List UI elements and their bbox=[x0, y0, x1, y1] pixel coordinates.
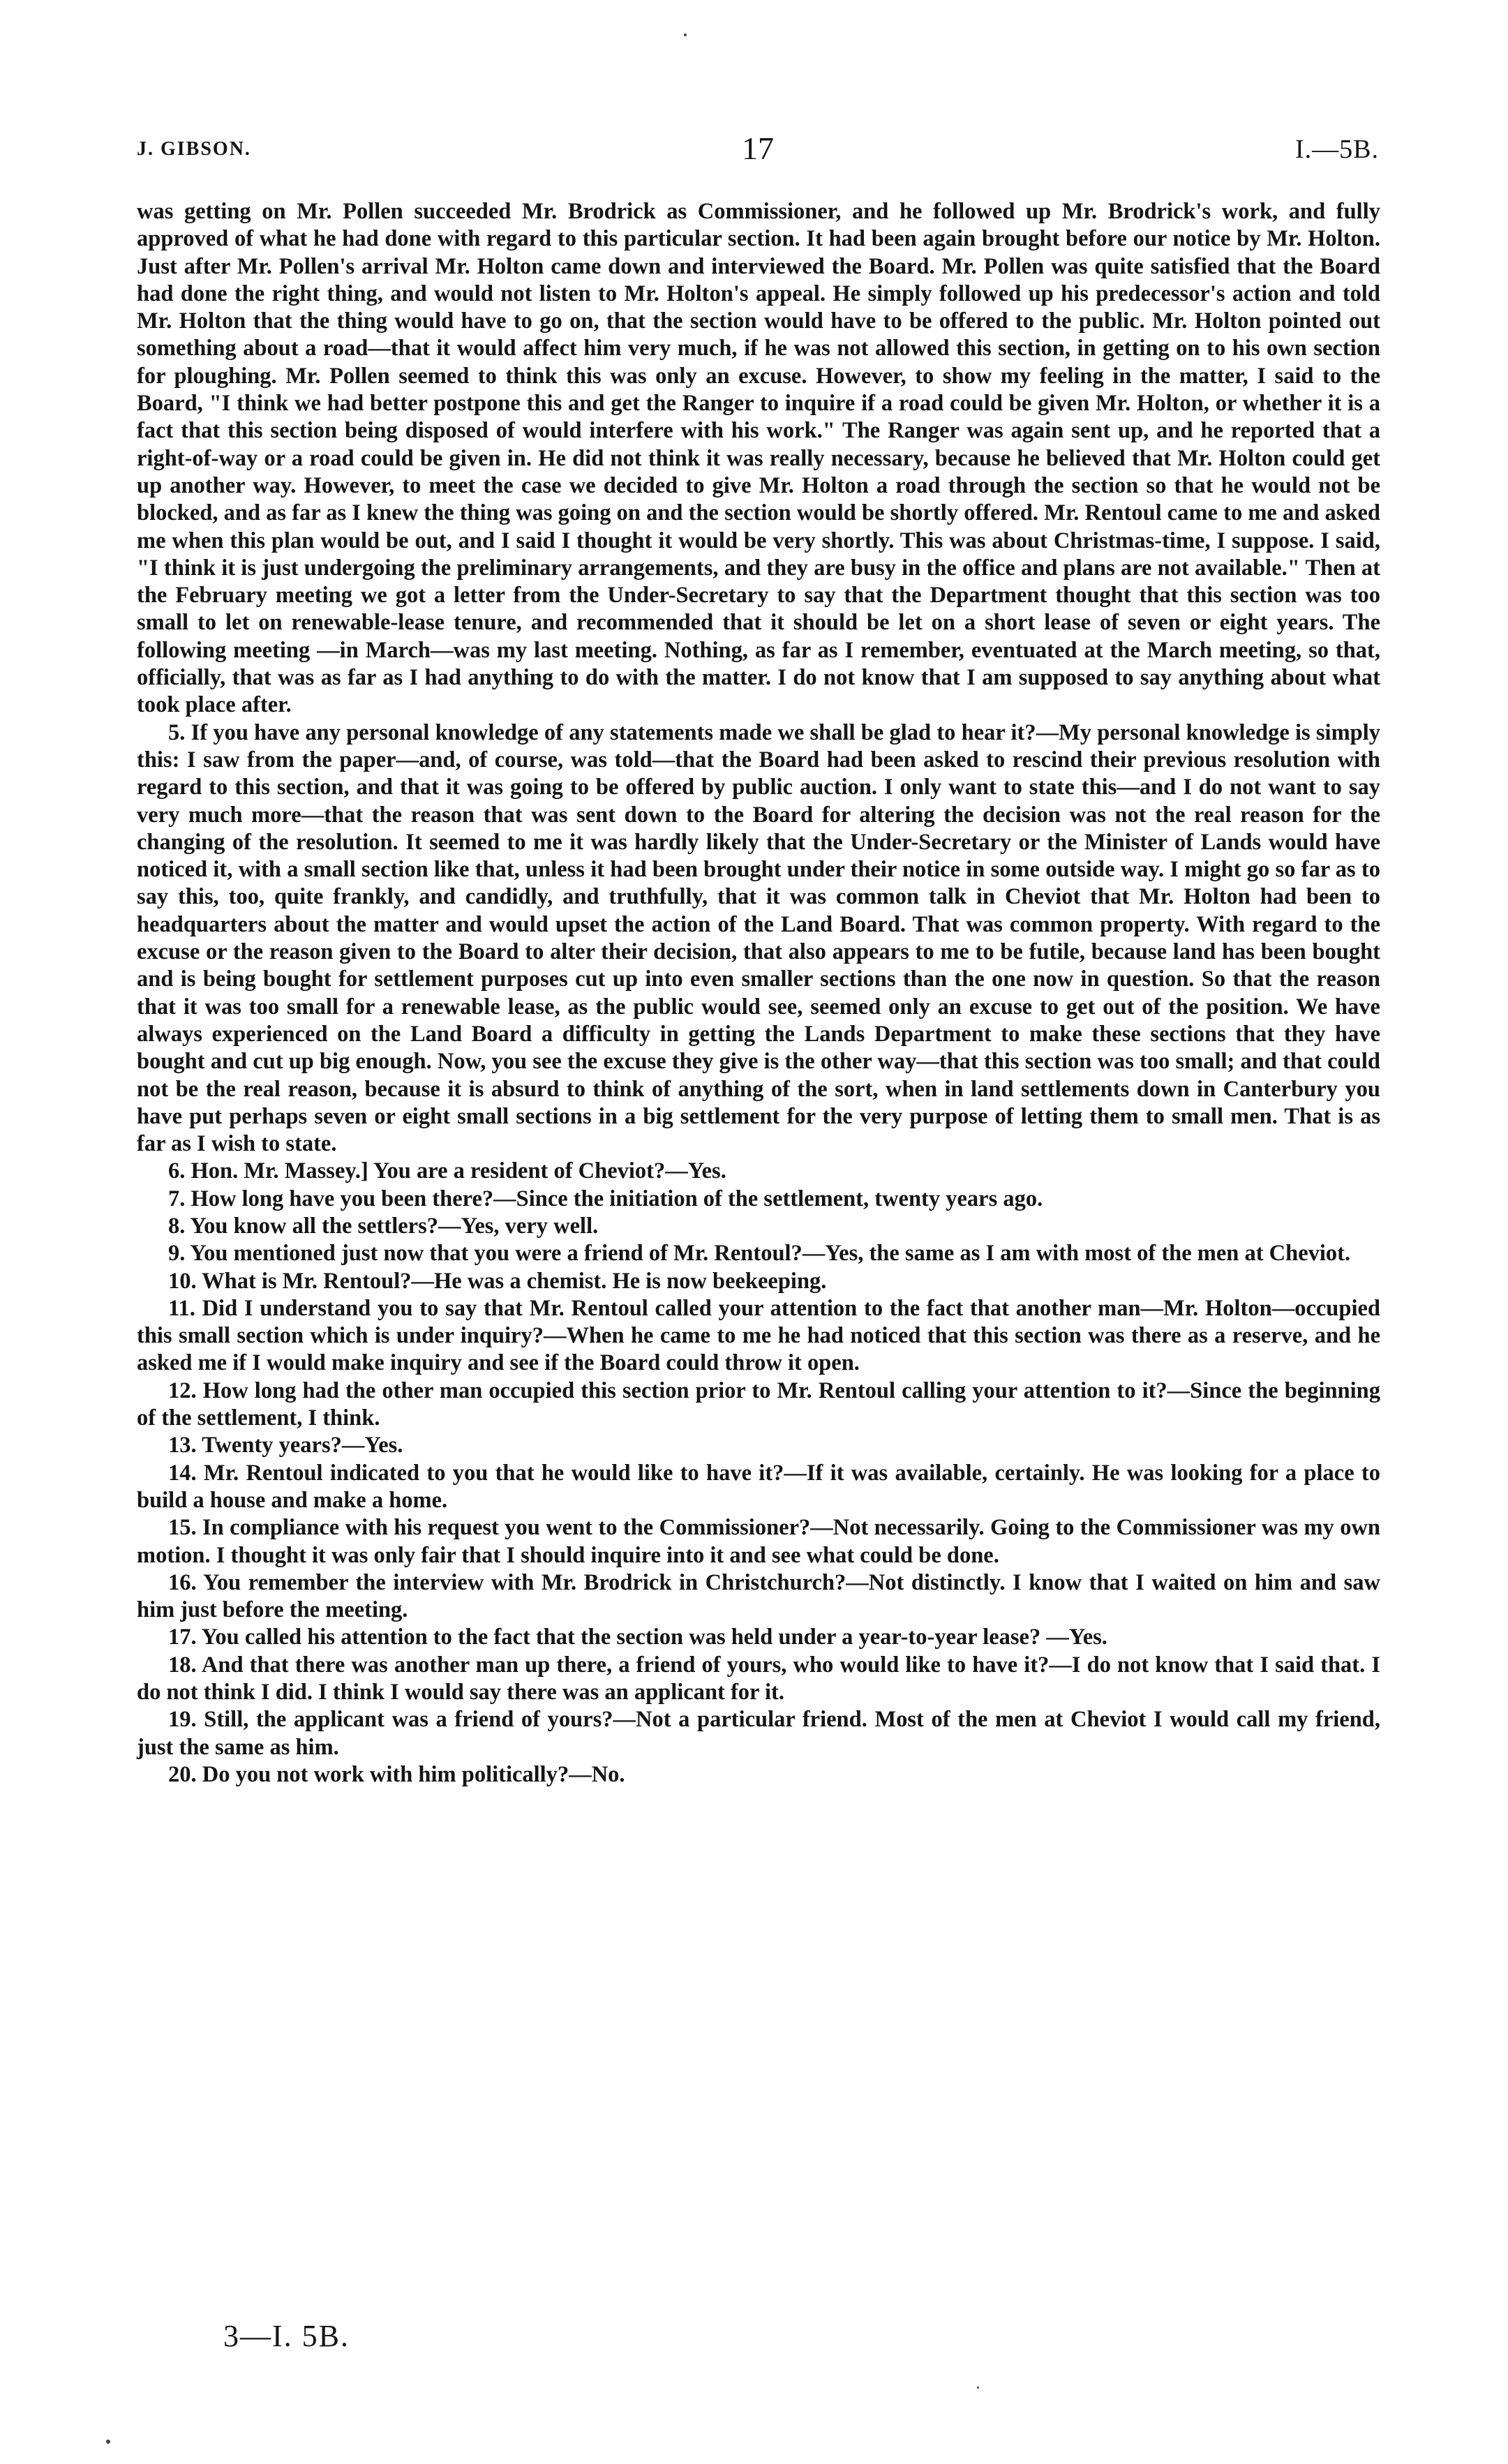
speck-bottom-left bbox=[106, 2440, 110, 2444]
paragraph-continuation: was getting on Mr. Pollen succeeded Mr. Brodrick as Commissioner, and he followed up Mr. Brodrick's work, and fully approved of what he had done with regard to this particular section. It had been again brought before our notice by Mr. Holton. Just after Mr. Pollen's arrival Mr. Holton came down and interviewed the Board. Mr. Pollen was quite satisfied that the Board had done the right thing, and would not listen to Mr. Holton's appeal. He simply followed up his predecessor's action and told Mr. Holton that the thing would have to go on, that the section would have to be offered to the public. Mr. Holton pointed out something about a road—that it would affect him very much, if he was not allowed this section, in getting on to his own section for ploughing. Mr. Pollen seemed to think this was only an excuse. However, to show my feeling in the matter, I said to the Board, "I think we had better postpone this and get the Ranger to inquire if a road could be given Mr. Holton, or whether it is a fact that this section being disposed of would interfere with his work." The Ranger was again sent up, and he reported that a right-of-way or a road could be given in. He did not think it was really necessary, because he believed that Mr. Holton could get up another way. However, to meet the case we decided to give Mr. Holton a road through the section so that he would not be blocked, and as far as I knew the thing was going on and the section would be shortly offered. Mr. Rentoul came to me and asked me when this plan would be out, and I said I thought it would be very shortly. This was about Christmas-time, I suppose. I said, "I think it is just undergoing the preliminary arrangements, and they are busy in the office and plans are not available." Then at the February meeting we got a letter from the Under-Secretary to say that the Department thought that this section was too small to let on renewable-lease tenure, and recommended that it should be let on a short lease of seven or eight years. The following meeting —in March—was my last meeting. Nothing, as far as I remember, eventuated at the March meeting, so that, officially, that was as far as I had anything to do with the matter. I do not know that I am supposed to say anything about what took place after. bbox=[137, 199, 1380, 718]
question-17: 17. You called his attention to the fact that the section was held under a year-to-year lease? —Yes. bbox=[168, 1625, 1107, 1650]
question-6: 6. Hon. Mr. Massey.] You are a resident of Cheviot?—Yes. bbox=[168, 1158, 726, 1184]
question-8: 8. You know all the settlers?—Yes, very well. bbox=[168, 1213, 599, 1239]
question-20: 20. Do you not work with him politically?—No. bbox=[168, 1761, 625, 1787]
question-5: 5. If you have any personal knowledge of any statements made we shall be glad to hear it?—My personal knowledge is simply this: I saw from the paper—and, of course, was told—that the Board had been asked to rescind their previous resolution with regard to this section, and that it was going to be offered by public auction. I only want to state this—and I do not want to say very much more—that the reason that was sent down to the Board for altering the decision was not the real reason for the changing of the resolution. It seemed to me it was hardly likely that the Under-Secretary or the Minister of Lands would have noticed it, with a small section like that, unless it had been brought under their notice in some outside way. I might go so far as to say this, too, quite frankly, and candidly, and truthfully, that it was common talk in Cheviot that Mr. Holton had been to headquarters about the matter and would upset the action of the Land Board. That was common property. With regard to the excuse or the reason given to the Board to alter their decision, that also appears to me to be futile, because land has been bought and is being bought for settlement purposes cut up into even smaller sections than the one now in question. So that the reason that it was too small for a renewable lease, as the public would see, seemed only an excuse to get out of the position. We have always experienced on the Land Board a difficulty in getting the Lands Department to make these sections that they have bought and cut up big enough. Now, you see the excuse they give is the other way—that this section was too small; and that could not be the real reason, because it is absurd to think of anything of the sort, when in land settlements down in Canterbury you have put perhaps seven or eight small sections in a big settlement for the very purpose of letting them to small men. That is as far as I wish to state. bbox=[137, 719, 1380, 1157]
paper-reference: I.—5B. bbox=[1295, 135, 1379, 164]
speck-bottom-center bbox=[977, 2387, 979, 2389]
question-12: 12. How long had the other man occupied this section prior to Mr. Rentoul calling your attention to it?—Since the beginning of the settlement, I think. bbox=[137, 1377, 1380, 1431]
question-14: 14. Mr. Rentoul indicated to you that he would like to have it?—If it was available, certainly. He was looking for a place to build a house and make a home. bbox=[137, 1460, 1380, 1513]
signature-mark: 3—I. 5B. bbox=[223, 2319, 350, 2353]
question-15: 15. In compliance with his request you went to the Commissioner?—Not necessarily. Going to the Commissioner was my own motion. I thought it was only fair that I should inquire into it and see what could be done. bbox=[137, 1515, 1380, 1568]
question-9: 9. You mentioned just now that you were a friend of Mr. Rentoul?—Yes, the same as I am with most of the men at Cheviot. bbox=[168, 1241, 1351, 1267]
speck-top bbox=[684, 33, 687, 36]
question-10: 10. What is Mr. Rentoul?—He was a chemist. He is now beekeeping. bbox=[168, 1268, 827, 1294]
transcript-body bbox=[137, 198, 1380, 1789]
question-16: 16. You remember the interview with Mr. Brodrick in Christchurch?—Not distinctly. I know that I waited on him and saw him just before the meeting. bbox=[137, 1569, 1380, 1623]
question-7: 7. How long have you been there?—Since the initiation of the settlement, twenty years ago. bbox=[168, 1186, 1043, 1211]
page-header bbox=[137, 130, 1379, 172]
question-11: 11. Did I understand you to say that Mr. Rentoul called your attention to the fact that another man—Mr. Holton—occupied this small section which is under inquiry?—When he came to me he had noticed that this section was there as a reserve, and he asked me if I would make inquiry and see if the Board could throw it open. bbox=[137, 1295, 1380, 1376]
page-number: 17 bbox=[742, 130, 774, 166]
question-19: 19. Still, the applicant was a friend of yours?—Not a particular friend. Most of the men at Cheviot I would call my friend, just the same as him. bbox=[137, 1707, 1380, 1760]
witness-name: J. GIBSON. bbox=[137, 138, 251, 160]
question-13: 13. Twenty years?—Yes. bbox=[168, 1433, 403, 1458]
question-18: 18. And that there was another man up there, a friend of yours, who would like to have it?—I do not know that I said that. I do not think I did. I think I would say there was an applicant for it. bbox=[137, 1652, 1380, 1705]
